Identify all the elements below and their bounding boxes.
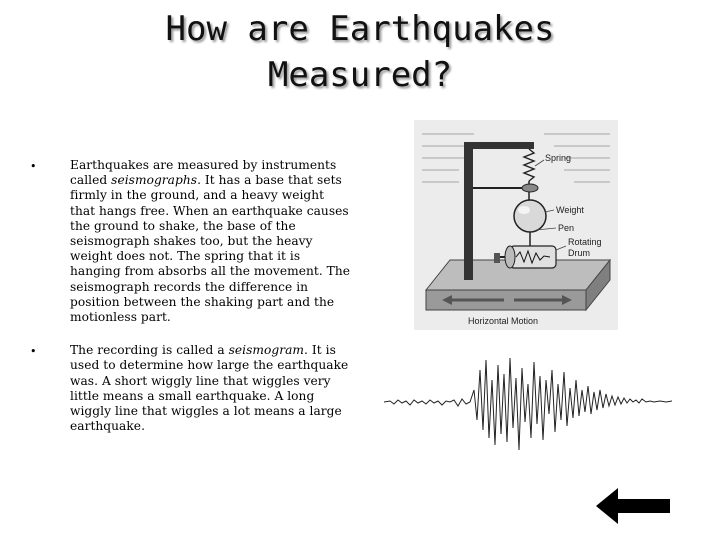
bullet-text-start: Earthquakes are measured by instruments called: [70, 158, 337, 188]
bullet-text: [70, 158, 352, 325]
bullet-marker: •: [30, 345, 37, 359]
label-drum-1: Rotating: [568, 237, 602, 247]
back-button[interactable]: [592, 486, 672, 526]
label-weight: Weight: [556, 205, 584, 215]
bullet-term: seismographs: [111, 173, 198, 188]
bullet-text-end: . It has a base that sets firmly in the ground, and a heavy weight that hangs free. When an earthquake causes the ground to shake, the base of the seismograph shakes too, but the heavy weight does not. The spring that it is hanging from absorbs all the movement. The seismograph records the difference in position between the shaking part and the motionless part.: [70, 173, 351, 325]
bullet-item: [30, 158, 352, 325]
title-line-1: How are Earthquakes: [165, 9, 555, 49]
bullet-marker: •: [30, 160, 37, 173]
bullet-list: [30, 158, 352, 452]
label-motion: Horizontal Motion: [468, 316, 539, 326]
label-drum-2: Drum: [568, 248, 590, 258]
slide-title: [110, 6, 610, 98]
bullet-text-start: The recording is called a: [70, 343, 229, 358]
left-arrow-icon: [592, 486, 672, 526]
bullet-item: [30, 343, 352, 434]
label-spring: Spring: [545, 153, 572, 163]
bullet-text-end: . It is used to determine how large the earthquake was. A short wiggly line that wiggles very little means a small earthquake. A long wiggly line that wiggles a lot means a large earthquake.: [70, 343, 349, 434]
bullet-text: [70, 343, 352, 434]
label-pen: Pen: [558, 223, 575, 233]
seismogram-trace: [384, 350, 672, 470]
title-line-2: Measured?: [267, 55, 453, 95]
seismograph-illustration: [414, 120, 618, 330]
bullet-term: seismogram: [228, 343, 305, 358]
seismogram-wave: [384, 350, 672, 470]
seismograph-figure: [414, 120, 618, 330]
